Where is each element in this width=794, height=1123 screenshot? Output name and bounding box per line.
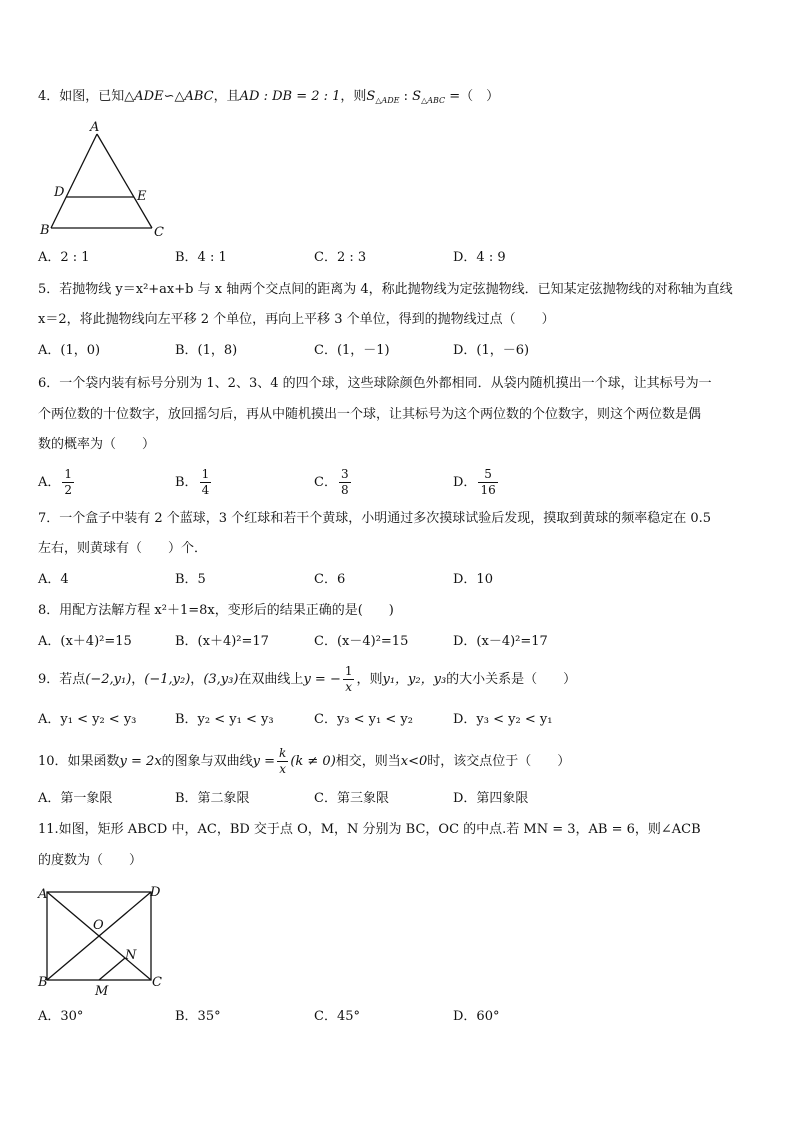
q10-text: 10．如果函数 [38,754,120,769]
q9-options [38,709,638,731]
option-c[interactable]: C．y₃ < y₁ < y₂ [314,712,413,727]
fraction-denominator: x [345,680,353,694]
q9-point-1: (−2,y₁) [85,672,132,687]
fraction [62,467,74,498]
label-b: B [38,975,48,990]
q9-equation: y = − [303,672,341,687]
q9-variables: y₁，y₂，y₃ [382,672,447,687]
q10-text: 的图象与双曲线 [161,754,253,769]
q4-text: ，且 [213,89,240,104]
q4-text: 4．如图，已知 [38,89,125,104]
option-letter: B． [175,475,198,490]
fraction-denominator: 16 [480,483,496,497]
q10-condition: x<0 [400,754,428,769]
q4-area-symbol: S [412,89,422,104]
label-c: C [152,975,162,990]
fraction [200,467,212,498]
segment-mn [99,958,125,980]
q10-function: y = 2x [119,754,162,769]
label-d: D [150,885,161,900]
label-c: C [154,225,164,240]
option-b[interactable]: B．4 : 1 [175,250,227,265]
q9-point-2: (−1,y₂) [144,672,191,687]
q7-line-1: 7．一个盒子中装有 2 个蓝球，3 个红球和若干个黄球，小明通过多次摸球试验后发现，摸取到黄球的频率稳定在 0.5 [38,511,712,526]
q7-options [38,569,638,591]
q9-text: 在双曲线上 [238,672,304,687]
q5-line-1: 5．若抛物线 y＝x²+ax+b 与 x 轴两个交点间的距离为 4，称此抛物线为定弦抛物线．已知某定弦抛物线的对称轴为直线 [38,282,733,297]
label-n: N [125,948,137,963]
q4-area-symbol: S [366,89,376,104]
q10-condition: (k ≠ 0) [290,754,336,769]
option-b[interactable]: B．5 [175,572,206,587]
q5-line-2: x＝2，将此抛物线向左平移 2 个单位，再向上平移 3 个单位，得到的抛物线过点（ ） [38,312,555,327]
fraction [277,746,288,777]
segment-ab [51,134,97,228]
q4-colon: : [399,89,413,104]
option-b[interactable]: B．(x＋4)²=17 [175,634,269,649]
q4-stem [38,88,499,110]
label-o: O [93,918,104,933]
q10-text: 时，该交点位于（ ） [427,754,571,769]
label-a: A [90,120,100,135]
option-a[interactable]: A．2 : 1 [38,250,90,265]
q10-equation: y = [252,754,276,769]
q4-area-sub: △ABC [421,96,446,105]
label-b: B [40,223,50,238]
q9-text: 9．若点 [38,672,86,687]
option-d[interactable]: D．4 : 9 [453,250,506,265]
option-b[interactable]: B．y₂ < y₁ < y₃ [175,712,274,727]
q11-options [38,1006,638,1028]
fraction-denominator: 4 [201,483,210,497]
option-c[interactable]: C．(x－4)²=15 [314,634,409,649]
option-b[interactable]: B．35° [175,1009,221,1024]
option-a[interactable]: A．(1，0) [38,343,101,358]
fraction-numerator: 3 [340,467,349,481]
option-a[interactable] [38,466,76,500]
fraction [339,467,351,498]
fraction-denominator: x [279,762,287,776]
option-c[interactable]: C．45° [314,1009,360,1024]
fraction-numerator: 1 [344,664,353,678]
q9-stem: 9．若点(−2,y₁)，(−1,y₂)，(3,y₃)在双曲线上y = − $\frac{1}{x}$ ，则y₁，y₂，y₃的大小关系是（ ） [38,664,577,694]
q5-options [38,340,638,362]
q11-line-1: 11.如图，矩形 ABCD 中，AC，BD 交于点 O，M，N 分别为 BC，OC 的中点.若 MN = 3，AB = 6，则∠ACB [38,822,701,837]
q4-similarity: △ADE∽△ABC [124,89,214,104]
option-a[interactable]: A．y₁ < y₂ < y₃ [38,712,137,727]
q6-options [38,466,638,500]
label-a: A [38,887,48,902]
q8-line-1: 8．用配方法解方程 x²＋1=8x，变形后的结果正确的是( ) [38,603,394,618]
option-letter: C． [314,475,337,490]
q10-options [38,788,638,810]
option-d[interactable]: D．60° [453,1009,500,1024]
q9-text: ，则 [356,672,383,687]
q7-line-2: 左右，则黄球有（ ）个． [38,541,208,556]
q11-line-2: 的度数为（ ） [38,853,143,868]
option-a[interactable]: A．30° [38,1009,84,1024]
option-b[interactable]: B．(1，8) [175,343,238,358]
option-c[interactable]: C．(1，－1) [314,343,390,358]
q4-text: =（ ） [445,89,500,104]
q4-area-sub: △ADE [375,96,400,105]
fraction [478,467,497,498]
q9-point-3: (3,y₃) [203,672,239,687]
option-d[interactable] [453,466,500,500]
option-a[interactable]: A．(x＋4)²=15 [38,634,132,649]
label-d: D [54,185,65,200]
option-d[interactable]: D．10 [453,572,493,587]
option-d[interactable]: D．(x－4)²=17 [453,634,548,649]
q4-text: ，则 [340,89,367,104]
option-c[interactable]: C．6 [314,572,346,587]
option-c[interactable]: C．第三象限 [314,791,389,806]
q8-options [38,631,638,653]
option-c[interactable] [314,466,353,500]
q6-line-3: 数的概率为（ ） [38,437,156,452]
option-d[interactable]: D．第四象限 [453,791,529,806]
label-e: E [137,189,147,204]
option-d[interactable]: D．(1，－6) [453,343,530,358]
option-b[interactable] [175,466,213,500]
q4-triangle-figure [34,118,174,240]
q4-options [38,247,638,269]
option-letter: A． [38,475,61,490]
fraction-denominator: 2 [64,483,73,497]
q9-text: 的大小关系是（ ） [446,672,577,687]
q10-stem [38,745,570,779]
fraction-numerator: k [279,746,287,760]
q6-line-2: 个两位数的十位数字，放回摇匀后，再从中随机摸出一个球，让其标号为这个两位数的个位数字，则这个两位数是偶 [38,407,702,422]
option-b[interactable]: B．第二象限 [175,791,250,806]
fraction-numerator: 5 [478,467,497,483]
option-d[interactable]: D．y₃ < y₂ < y₁ [453,712,553,727]
option-a[interactable]: A．第一象限 [38,791,113,806]
q4-ratio: AD : DB = 2 : 1 [239,89,341,104]
fraction [343,664,355,695]
q10-text: 相交，则当 [335,754,401,769]
q11-rectangle-figure [34,878,174,1000]
fraction-numerator: 1 [201,467,210,481]
segment-ac [97,134,152,228]
label-m: M [95,984,109,999]
option-letter: D． [453,475,477,490]
option-c[interactable]: C．2 : 3 [314,250,367,265]
fraction-denominator: 8 [340,483,349,497]
q6-line-1: 6．一个袋内装有标号分别为 1、2、3、4 的四个球，这些球除颜色外都相同．从袋内随机摸出一个球，让其标号为一 [38,376,712,391]
option-a[interactable]: A．4 [38,572,69,587]
fraction-numerator: 1 [64,467,73,481]
